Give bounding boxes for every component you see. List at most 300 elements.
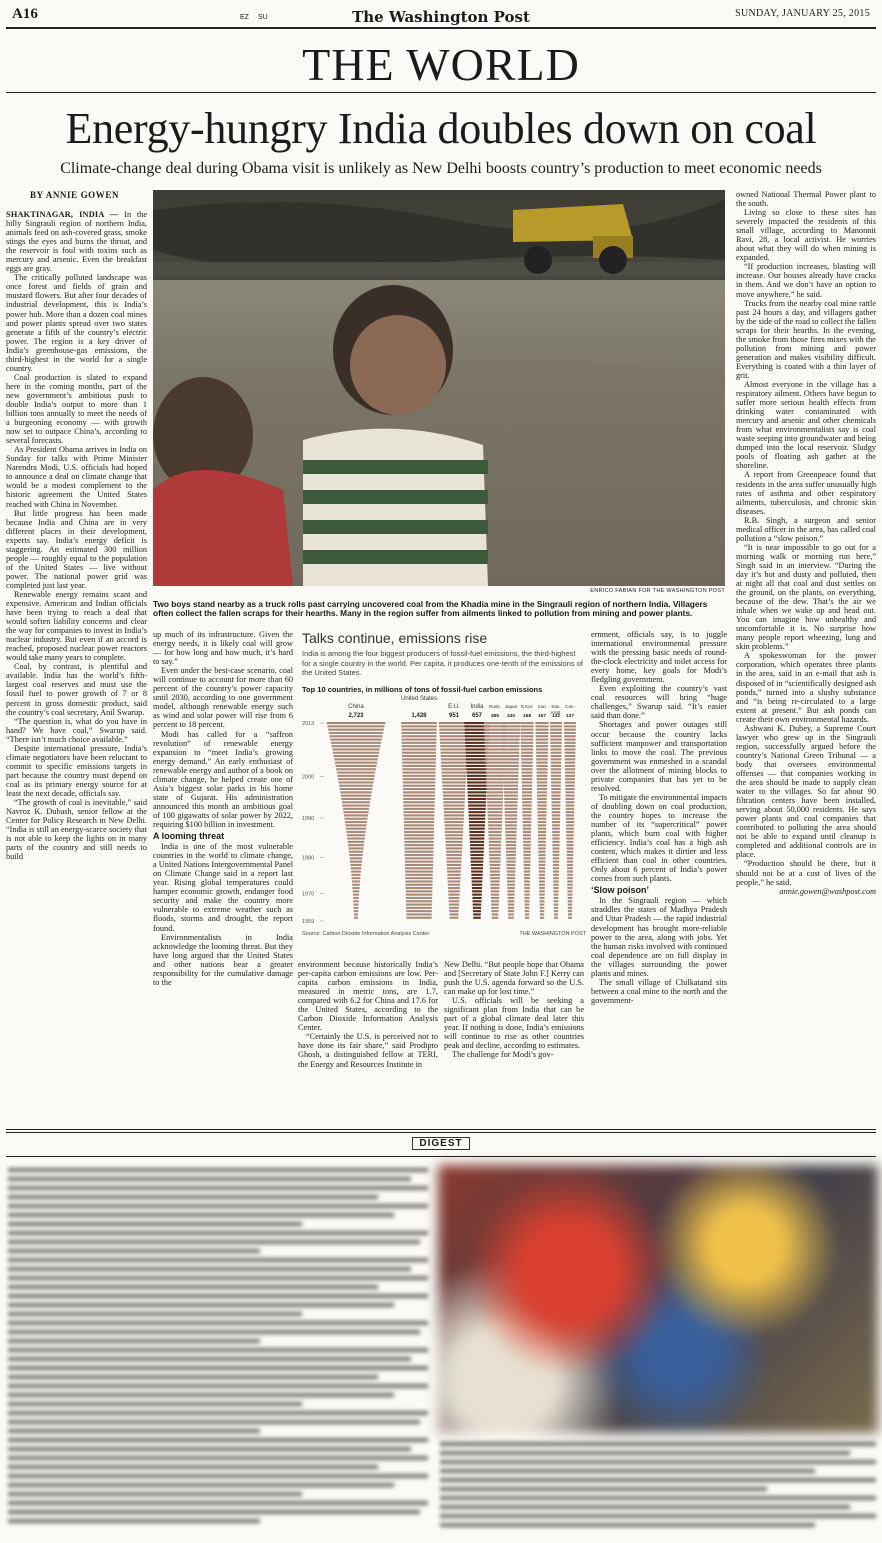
series-can- [564, 722, 576, 919]
chart-band [539, 896, 544, 898]
blurred-line [8, 1276, 428, 1280]
chart-band [448, 883, 460, 885]
chart-band [334, 758, 377, 760]
chart-band [490, 867, 500, 869]
chart-band [521, 741, 533, 743]
chart-band [566, 814, 574, 816]
chart-band [469, 817, 485, 819]
chart-band [567, 880, 572, 882]
chart-band [467, 778, 487, 780]
series-label: United States [400, 695, 438, 702]
chart-band [536, 745, 548, 747]
blurred-line [8, 1303, 394, 1307]
chart-band [404, 827, 434, 829]
chart-band [491, 887, 500, 889]
blurred-line [8, 1222, 302, 1226]
chart-band [485, 738, 506, 740]
chart-band [466, 768, 487, 770]
chart-band [566, 807, 574, 809]
chart-band [350, 857, 363, 859]
chart-band [505, 834, 516, 836]
chart-band [565, 751, 576, 753]
blurred-line [8, 1240, 420, 1244]
chart-band [404, 817, 435, 819]
chart-band [567, 870, 573, 872]
chart-band [449, 910, 458, 912]
chart-band [523, 821, 532, 823]
value-label: 495 [490, 713, 500, 719]
chart-band [503, 758, 519, 760]
chart-band [522, 797, 532, 799]
chart-band [507, 873, 515, 875]
chart-band [487, 788, 504, 790]
paragraph: But little progress has been made because India and China are in very different places in their development, experts say. India’s energy deficit is staggering. An estimated 300 million people — roughly equal to the population of the United States — live without power. The national power grid was completed just last year. [6, 508, 147, 590]
chart-band [504, 797, 517, 799]
chart-band [552, 801, 561, 803]
digest-label-wrap [0, 1133, 882, 1151]
chart-band [489, 847, 501, 849]
chart-band [503, 748, 520, 750]
chart-band [551, 774, 561, 776]
chart-band [490, 873, 500, 875]
chart-band [441, 758, 467, 760]
series-russ- [484, 722, 506, 919]
chart-band [537, 771, 548, 773]
chart-source: Source: Carbon Dioxide Information Analysis Center [302, 930, 430, 937]
chart-band [537, 801, 547, 803]
chart-band [403, 778, 436, 780]
chart-band [349, 854, 362, 856]
chart-band [538, 817, 547, 819]
chart-band [466, 751, 489, 753]
chart-band [566, 797, 575, 799]
photo-illustration [153, 190, 725, 586]
chart-band [330, 735, 383, 737]
chart-band [551, 784, 561, 786]
chart-band [471, 863, 483, 865]
blurred-line [8, 1402, 302, 1406]
chart-band [508, 916, 514, 918]
chart-band [520, 725, 533, 727]
chart-band [406, 893, 432, 895]
chart-band [521, 731, 534, 733]
blurred-line [8, 1447, 411, 1451]
chart-band [537, 784, 547, 786]
chart-band [401, 725, 437, 727]
chart-band [343, 807, 369, 809]
chart-band [468, 804, 486, 806]
chart-band [354, 913, 358, 915]
chart-band [539, 867, 546, 869]
chart-band [470, 834, 485, 836]
chart-band [471, 857, 484, 859]
chart-band [348, 840, 365, 842]
chart-band [506, 860, 515, 862]
paragraph: “The question is, what do you have in hand? We have coal,” Swarup said. “There isn’t much choice available.” [6, 716, 147, 744]
chart-band [566, 821, 574, 823]
chart-band [472, 896, 481, 898]
chart-band [470, 844, 484, 846]
chart-band [503, 768, 518, 770]
chart-band [538, 850, 545, 852]
chart-band [567, 883, 572, 885]
blurred-line [8, 1510, 420, 1514]
blurred-line [440, 1514, 876, 1518]
chart-band [351, 870, 361, 872]
chart-band [565, 768, 575, 770]
blurred-digest-text [8, 1168, 428, 1528]
lead-paragraph: SHAKTINAGAR, INDIA — In the hilly Singrauli region of northern India, animals feed on ash-covered grass, smoke stings the eyes and burns the throat, and the reservoir is foul with toxins such as mercury and arsenic. Even the breakfast eggs are gray. [6, 210, 148, 274]
chart-band [471, 870, 483, 872]
series-label: Can. [565, 703, 575, 709]
chart-band [448, 890, 460, 892]
chart-band [345, 821, 367, 823]
chart-band [551, 771, 561, 773]
paragraph: Almost everyone in the village has a respiratory ailment. Others have begun to suffer more serious health effects from drinking water contaminated with mercury and arsenic and other chemicals from what environmentalists say is coal waste seeping into groundwater and being dumped into the local reservoir. Sludgy pools of floating ash gather at the shoreline. [736, 379, 876, 471]
chart-band [568, 900, 573, 902]
chart-band [538, 840, 546, 842]
chart-band [535, 722, 548, 724]
chart-band [492, 913, 499, 915]
chart-band [470, 847, 484, 849]
author-email[interactable]: annie.gowen@washpost.com [779, 886, 876, 896]
chart-band [523, 814, 532, 816]
chart-band [502, 735, 520, 737]
chart-band [402, 764, 435, 766]
chart-band [468, 794, 487, 796]
chart-band [521, 728, 534, 730]
chart-band [537, 811, 546, 813]
dateline: SHAKTINAGAR, INDIA — [6, 210, 119, 219]
chart-band [538, 834, 546, 836]
chart-band [538, 824, 546, 826]
chart-band [402, 741, 437, 743]
chart-band [502, 731, 520, 733]
chart-band [486, 778, 504, 780]
chart-band [470, 850, 483, 852]
chart-band [550, 751, 561, 753]
paragraph: A spokeswoman for the power corporation, which operates three plants in the area, said in an e-mail that ash is disposed of in “scientifically designed ash ponds,” turned into a slushy substance and “is being re-circulated to a large extent at present.” But ash ponds can create their own environmental hazards. [736, 651, 876, 724]
chart-band [450, 916, 459, 918]
blurred-line [8, 1456, 428, 1460]
chart-band [505, 821, 517, 823]
chart-band [468, 811, 485, 813]
chart-band [523, 827, 531, 829]
chart-band [489, 857, 500, 859]
chart-band [336, 768, 376, 770]
chart-band [485, 745, 505, 747]
lead-photo [153, 190, 725, 586]
chart-band [564, 745, 575, 747]
chart-band [402, 745, 437, 747]
chart-band [524, 860, 531, 862]
chart-band [338, 778, 374, 780]
chart-band [537, 788, 547, 790]
chart-band [402, 755, 436, 757]
chart-band [439, 725, 469, 727]
chart-band [567, 887, 572, 889]
chart-band [550, 738, 562, 740]
digest-rule [6, 1129, 876, 1130]
chart-band [449, 906, 459, 908]
chart-band [566, 827, 574, 829]
paragraph: The small village of Chilkatand sits between a coal mine to the north and the government- [591, 977, 727, 1005]
chart-band [553, 877, 559, 879]
blurred-line [8, 1474, 428, 1478]
chart-band [554, 910, 558, 912]
chart-band [539, 873, 545, 875]
chart-band [567, 877, 573, 879]
blurred-line [8, 1330, 420, 1334]
chart-band [489, 837, 502, 839]
chart-band [524, 857, 531, 859]
blurred-line [440, 1442, 876, 1446]
section-rule [6, 92, 876, 93]
chart-band [472, 890, 482, 892]
chart-band [333, 751, 379, 753]
chart-band [536, 728, 549, 730]
chart-band [403, 804, 434, 806]
chart-band [505, 811, 518, 813]
chart-band [539, 880, 545, 882]
chart-band [353, 896, 359, 898]
chart-band [485, 751, 505, 753]
chart-band [468, 797, 486, 799]
chart-band [524, 873, 530, 875]
chart-band [339, 784, 373, 786]
chart-band [538, 830, 546, 832]
blurred-line [440, 1487, 767, 1491]
chart-band [352, 887, 359, 889]
chart-band [523, 834, 531, 836]
chart-band [507, 870, 516, 872]
chart-band [552, 840, 559, 842]
chart-band [504, 781, 519, 783]
section-title: THE WORLD [302, 39, 580, 90]
chart-band [443, 794, 465, 796]
chart-band [405, 847, 434, 849]
chart-band [565, 778, 575, 780]
chart-band [507, 890, 514, 892]
chart-band [520, 722, 533, 724]
chart-band [539, 890, 544, 892]
chart-band [525, 910, 530, 912]
chart-band [439, 728, 468, 730]
chart-band [403, 801, 434, 803]
chart-band [403, 791, 435, 793]
chart-band [568, 916, 572, 918]
chart-band [553, 890, 558, 892]
chart-band [344, 811, 369, 813]
paragraph: Ashwani K. Dubey, a Supreme Court lawyer who grew up in the Singrauli region, successfully argued before the country’s National Green Tribunal — a body that oversees environmental offenses — that companies working in the area should be made to supply clean water to the villages. So far about 90 filtration centers have been installed, serving about 50,000 residents. He says power plants and coal companies that contributed to polluting the area should not be able to expand until cleanup is completed and additional controls are in place. [736, 723, 876, 860]
chart-band [553, 860, 559, 862]
chart-band [403, 794, 435, 796]
chart-band [467, 774, 487, 776]
article-column-6 [736, 190, 876, 1115]
blurred-line [8, 1267, 411, 1271]
chart-band [486, 771, 504, 773]
chart-band [539, 870, 545, 872]
chart-band [540, 913, 544, 915]
chart-band [466, 764, 487, 766]
chart-band [351, 867, 362, 869]
chart-band [564, 725, 576, 727]
chart-band [346, 827, 366, 829]
chart-subtitle: India is among the four biggest producers of fossil-fuel emissions, the third-highest for a single country in the world. Per capita, it produces one-tenth of the emissions of the United States. [302, 649, 583, 677]
chart-band [340, 788, 373, 790]
chart-band [565, 774, 575, 776]
article-column-3 [298, 960, 438, 1115]
chart-band [523, 837, 531, 839]
chart-band [535, 725, 548, 727]
chart-band [523, 847, 530, 849]
blurred-line [8, 1348, 428, 1352]
chart-band [446, 850, 462, 852]
year-tick: 1970 [302, 890, 315, 897]
series-label: E.U. [448, 703, 460, 710]
chart-band [524, 863, 531, 865]
chart-band [468, 807, 485, 809]
chart-band [521, 758, 533, 760]
chart-band [404, 830, 434, 832]
blurred-line [8, 1339, 260, 1343]
chart-band [404, 814, 435, 816]
paragraph: In the Singrauli region — which straddles the states of Madhya Pradesh and Uttar Pradesh — the rapid industrial development has brought more-reliable power to the area, along with jobs. Yet the human risks involved with continued coal dependence are on full display in the villages surrounding the power plants and mines. [591, 896, 727, 978]
paragraph: Even under the best-case scenario, coal will continue to account for more than 60 percent of the country’s power capacity until 2030, according to one government model, although renewable energy such as wind and solar power will rise from 6 percent to 18 percent. [153, 666, 293, 730]
article-column-1 [6, 210, 147, 1115]
chart-band [488, 824, 502, 826]
chart-band [565, 764, 575, 766]
chart-band [504, 784, 518, 786]
chart-band [470, 854, 483, 856]
series-label: Iran [538, 703, 546, 709]
chart-band [522, 774, 533, 776]
chart-band [522, 771, 533, 773]
chart-band [486, 784, 503, 786]
chart-band [565, 771, 575, 773]
chart-band [552, 807, 561, 809]
chart-band [538, 837, 546, 839]
chart-band [504, 801, 517, 803]
chart-band [552, 830, 560, 832]
chart-band [503, 764, 519, 766]
chart-band [503, 751, 519, 753]
chart-band [403, 774, 436, 776]
paragraph: To mitigate the environmental impacts of doubling down on coal production, the country hopes to increase the number of its “supercritical” power plants, which burn coal with higher efficiency. India’s coal has a high ash content, which makes it dirtier and less efficient than coal in other countries. Only about 6 percent of India’s power comes from such plants. [591, 792, 727, 884]
year-tick: 2000 [302, 773, 315, 780]
chart-band [536, 755, 548, 757]
chart-band [353, 893, 359, 895]
chart-band [551, 788, 560, 790]
chart-band [353, 903, 358, 905]
chart-band [490, 883, 499, 885]
chart-band [565, 788, 574, 790]
chart-band [566, 804, 575, 806]
chart-band [564, 741, 575, 743]
chart-band [467, 784, 487, 786]
chart-band [552, 804, 561, 806]
chart-band [448, 887, 460, 889]
chart-band [567, 850, 574, 852]
chart-band [329, 731, 383, 733]
chart-band [473, 906, 481, 908]
chart-band [522, 788, 532, 790]
blurred-line [8, 1285, 378, 1289]
chart-band [487, 807, 502, 809]
chart-band [536, 764, 547, 766]
chart-band [551, 791, 560, 793]
chart-band [552, 817, 560, 819]
chart-band [354, 910, 358, 912]
chart-band [440, 748, 467, 750]
chart-band [406, 913, 431, 915]
paragraph: The challenge for Modi’s gov- [452, 1050, 554, 1060]
chart-band [522, 801, 532, 803]
chart-band [449, 913, 458, 915]
paragraph: Even exploiting the country’s vast coal resources will bring “huge challenges,” Swarup said. “It’s easier said than done.” [591, 684, 727, 721]
chart-band [490, 877, 500, 879]
chart-band [403, 784, 435, 786]
chart-band [524, 877, 530, 879]
chart-band [550, 735, 562, 737]
chart-band [443, 791, 466, 793]
chart-band [522, 784, 532, 786]
chart-band [524, 887, 530, 889]
chart-band [337, 771, 375, 773]
chart-band [491, 896, 499, 898]
chart-band [523, 830, 531, 832]
chart-band [537, 774, 548, 776]
chart-band [466, 755, 488, 757]
chart-band [506, 844, 516, 846]
series-china [327, 722, 386, 919]
blurred-digest-photo [438, 1165, 878, 1433]
chart-band [506, 850, 516, 852]
chart-band [539, 857, 546, 859]
chart-band [349, 847, 364, 849]
chart-band [473, 903, 482, 905]
chart-band [538, 854, 545, 856]
chart-band [332, 748, 379, 750]
chart-heading: Top 10 countries, in millions of tons of fossil-fuel carbon emissions [302, 684, 543, 694]
chart-band [568, 913, 572, 915]
chart-band [488, 827, 502, 829]
chart-band [504, 774, 519, 776]
chart-band [507, 867, 516, 869]
chart-band [506, 857, 516, 859]
chart-band [446, 847, 462, 849]
chart-band [488, 821, 502, 823]
chart-band [406, 910, 432, 912]
chart-band [551, 755, 562, 757]
blurred-line [8, 1321, 428, 1325]
value-label: 657 [471, 712, 483, 719]
article-column-2 [153, 630, 293, 987]
chart-band [536, 761, 547, 763]
chart-band [331, 741, 381, 743]
chart-band [550, 741, 561, 743]
chart-band [522, 794, 532, 796]
chart-band [568, 903, 572, 905]
chart-band [487, 797, 503, 799]
paragraph: R.B. Singh, a surgeon and senior medical officer in the area, has called coal pollution a “slow poison.” [736, 515, 876, 543]
chart-band [445, 824, 464, 826]
chart-band [521, 764, 532, 766]
chart-band [405, 863, 433, 865]
chart-band [401, 735, 436, 737]
chart-band [508, 913, 514, 915]
chart-band [505, 827, 516, 829]
